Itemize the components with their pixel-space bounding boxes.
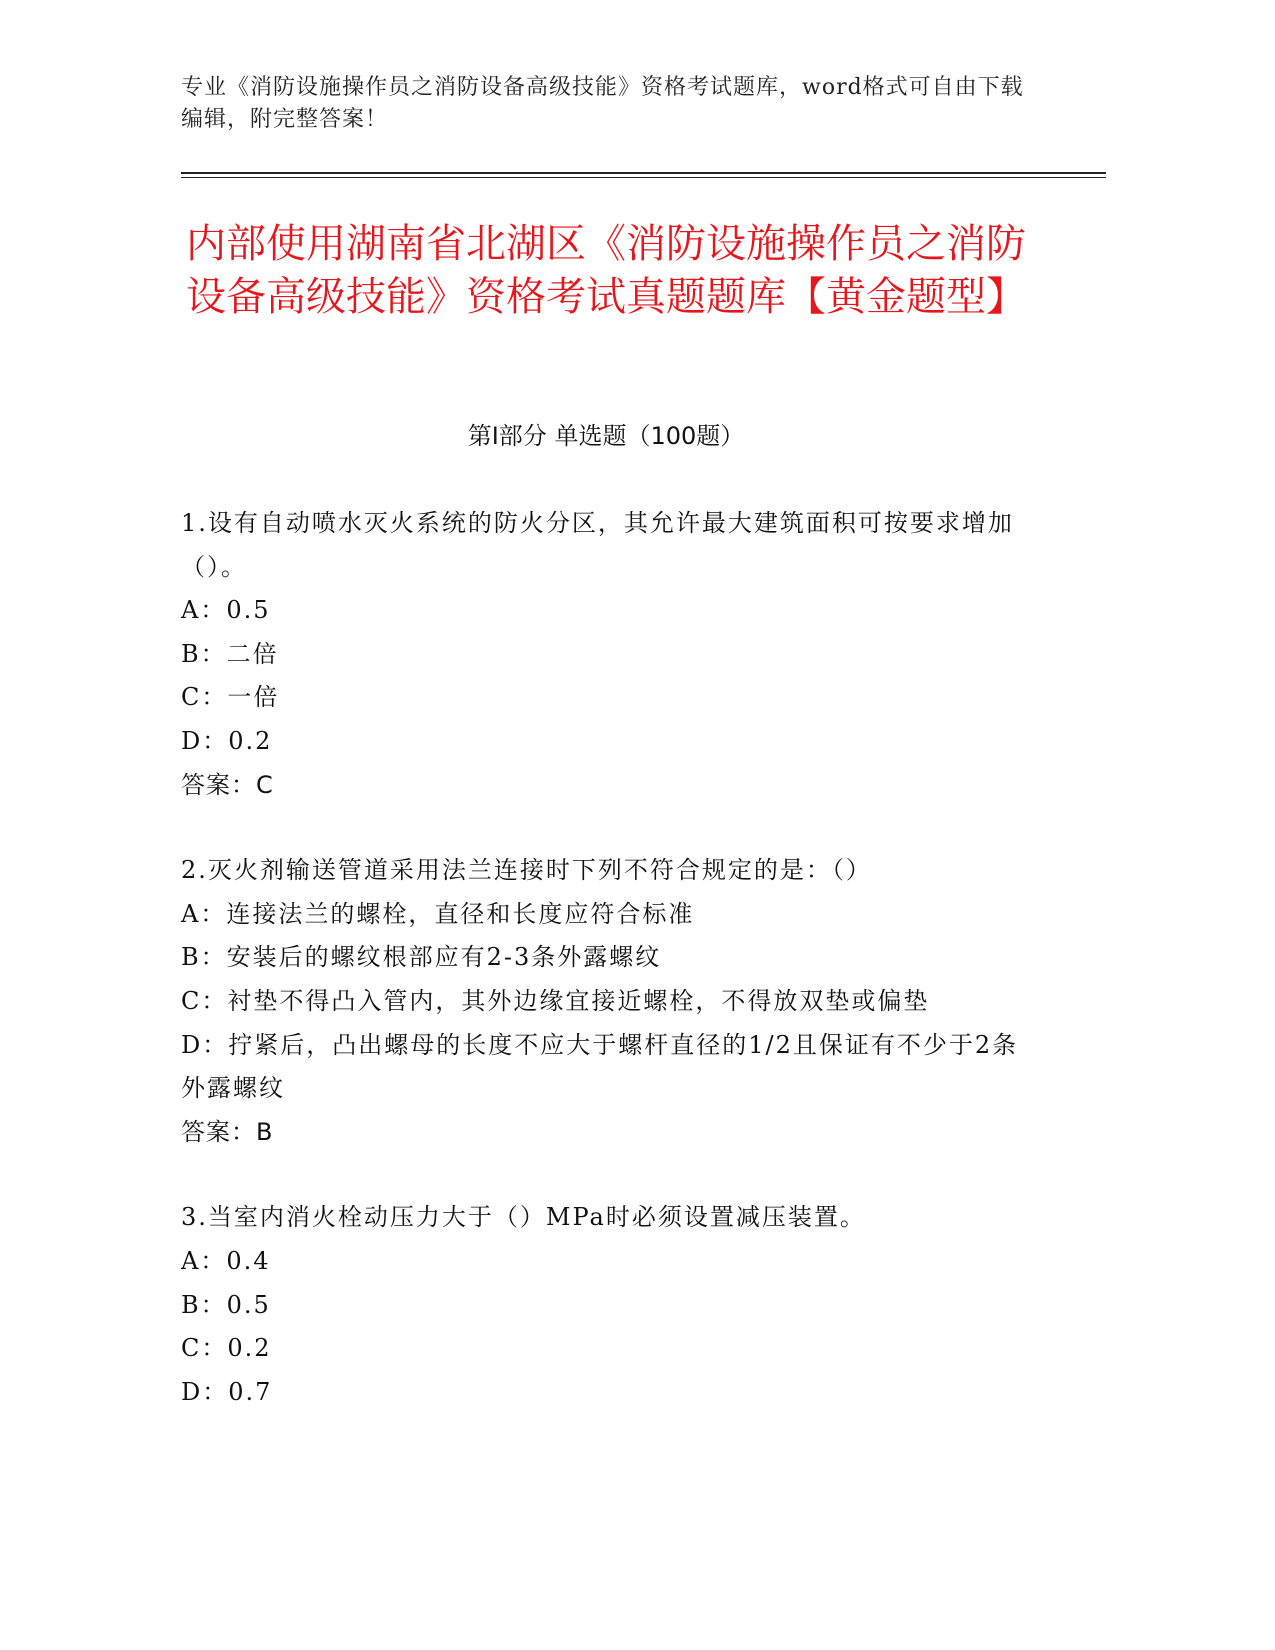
option-d: D：拧紧后，凸出螺母的长度不应大于螺杆直径的1/2且保证有不少于2条外露螺纹 xyxy=(181,1030,1019,1103)
question-2 xyxy=(181,849,1041,1154)
document-title: 内部使用湖南省北湖区《消防设施操作员之消防设备高级技能》资格考试真题题库【黄金题型】 xyxy=(186,221,1026,320)
option-b: B：0.5 xyxy=(181,1290,271,1319)
option-b: B：安装后的螺纹根部应有2-3条外露螺纹 xyxy=(181,943,662,972)
option-d: D：0.7 xyxy=(181,1377,273,1406)
option-a: A：0.4 xyxy=(181,1246,271,1275)
header-note: 专业《消防设施操作员之消防设备高级技能》资格考试题库，word格式可自由下载编辑，附完整答案！ xyxy=(181,75,1024,132)
option-c: C：一倍 xyxy=(181,683,280,712)
option-a: A：0.5 xyxy=(181,596,271,625)
option-a: A：连接法兰的螺栓，直径和长度应符合标准 xyxy=(181,899,695,928)
question-stem: 3.当室内消火栓动压力大于（）MPa时必须设置减压装置。 xyxy=(181,1203,866,1232)
question-stem: 2.灭火剂输送管道采用法兰连接时下列不符合规定的是：（） xyxy=(181,856,872,885)
answer-line: 答案：C xyxy=(181,770,274,799)
answer-line: 答案：B xyxy=(181,1117,274,1146)
question-1 xyxy=(181,502,1041,807)
section-heading: 第Ⅰ部分 单选题（100题） xyxy=(467,422,745,450)
header-divider-thick xyxy=(181,172,1106,174)
option-c: C：0.2 xyxy=(181,1334,272,1363)
header-divider-thin xyxy=(181,177,1106,178)
option-b: B：二倍 xyxy=(181,639,279,668)
question-3 xyxy=(181,1196,1041,1414)
option-c: C：衬垫不得凸入管内，其外边缘宜接近螺栓，不得放双垫或偏垫 xyxy=(181,986,930,1015)
question-list xyxy=(181,502,1041,1456)
option-d: D：0.2 xyxy=(181,726,273,755)
question-stem: 1.设有自动喷水灭火系统的防火分区，其允许最大建筑面积可按要求增加（）。 xyxy=(181,509,1014,581)
